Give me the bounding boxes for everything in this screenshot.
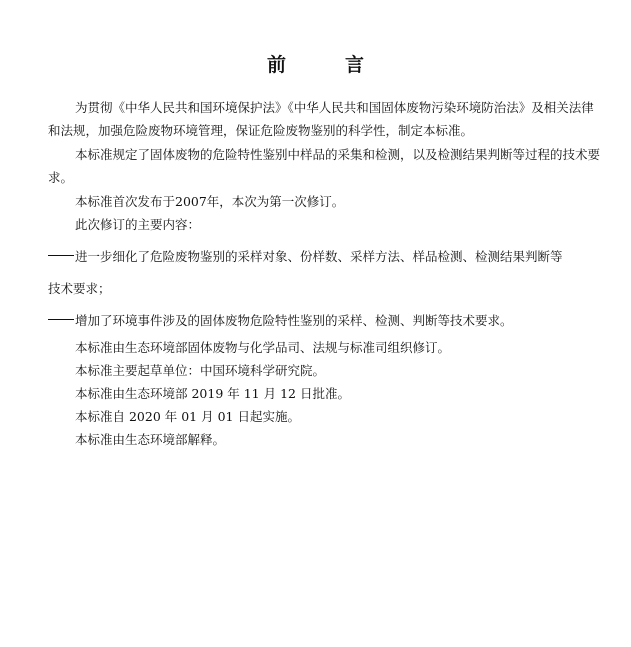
revision-item-2-text: 增加了环境事件涉及的固体废物危险特性鉴别的采样、检测、判断等技术要求。 — [75, 313, 513, 328]
em-dash-mark — [48, 255, 74, 256]
revision-item-1-line-1 — [48, 245, 600, 268]
revision-item-1-text: 进一步细化了危险废物鉴别的采样对象、份样数、采样方法、样品检测、检测结果判断等 — [75, 249, 563, 264]
paragraph-approval: 本标准由生态环境部 2019 年 11 月 12 日批准。 — [75, 386, 350, 401]
paragraph-drafting-unit: 本标准主要起草单位：中国环境科学研究院。 — [75, 363, 326, 378]
em-dash-mark — [48, 319, 74, 320]
revision-item-2-line — [48, 309, 600, 332]
paragraph-revision-intro: 此次修订的主要内容： — [75, 217, 201, 232]
revision-item-2 — [48, 309, 600, 332]
paragraph-history: 本标准首次发布于2007年，本次为第一次修订。 — [75, 194, 345, 209]
paragraph-scope: 本标准规定了固体废物的危险特性鉴别中样品的采集和检测，以及检测结果判断等过程的技术要求。 — [48, 147, 601, 185]
revision-item-1-line-2: 技术要求； — [48, 281, 111, 296]
page-title: 前 言 — [266, 54, 384, 76]
paragraph-interpretation: 本标准由生态环境部解释。 — [75, 432, 226, 447]
paragraph-organizer: 本标准由生态环境部固体废物与化学品司、法规与标准司组织修订。 — [75, 340, 451, 355]
revision-item-1 — [48, 245, 600, 300]
paragraph-effective-date: 本标准自 2020 年 01 月 01 日起实施。 — [75, 409, 300, 424]
paragraph-purpose: 为贯彻《中华人民共和国环境保护法》《中华人民共和国固体废物污染环境防治法》及相关法律和法规，加强危险废物环境管理，保证危险废物鉴别的科学性，制定本标准。 — [48, 100, 594, 138]
